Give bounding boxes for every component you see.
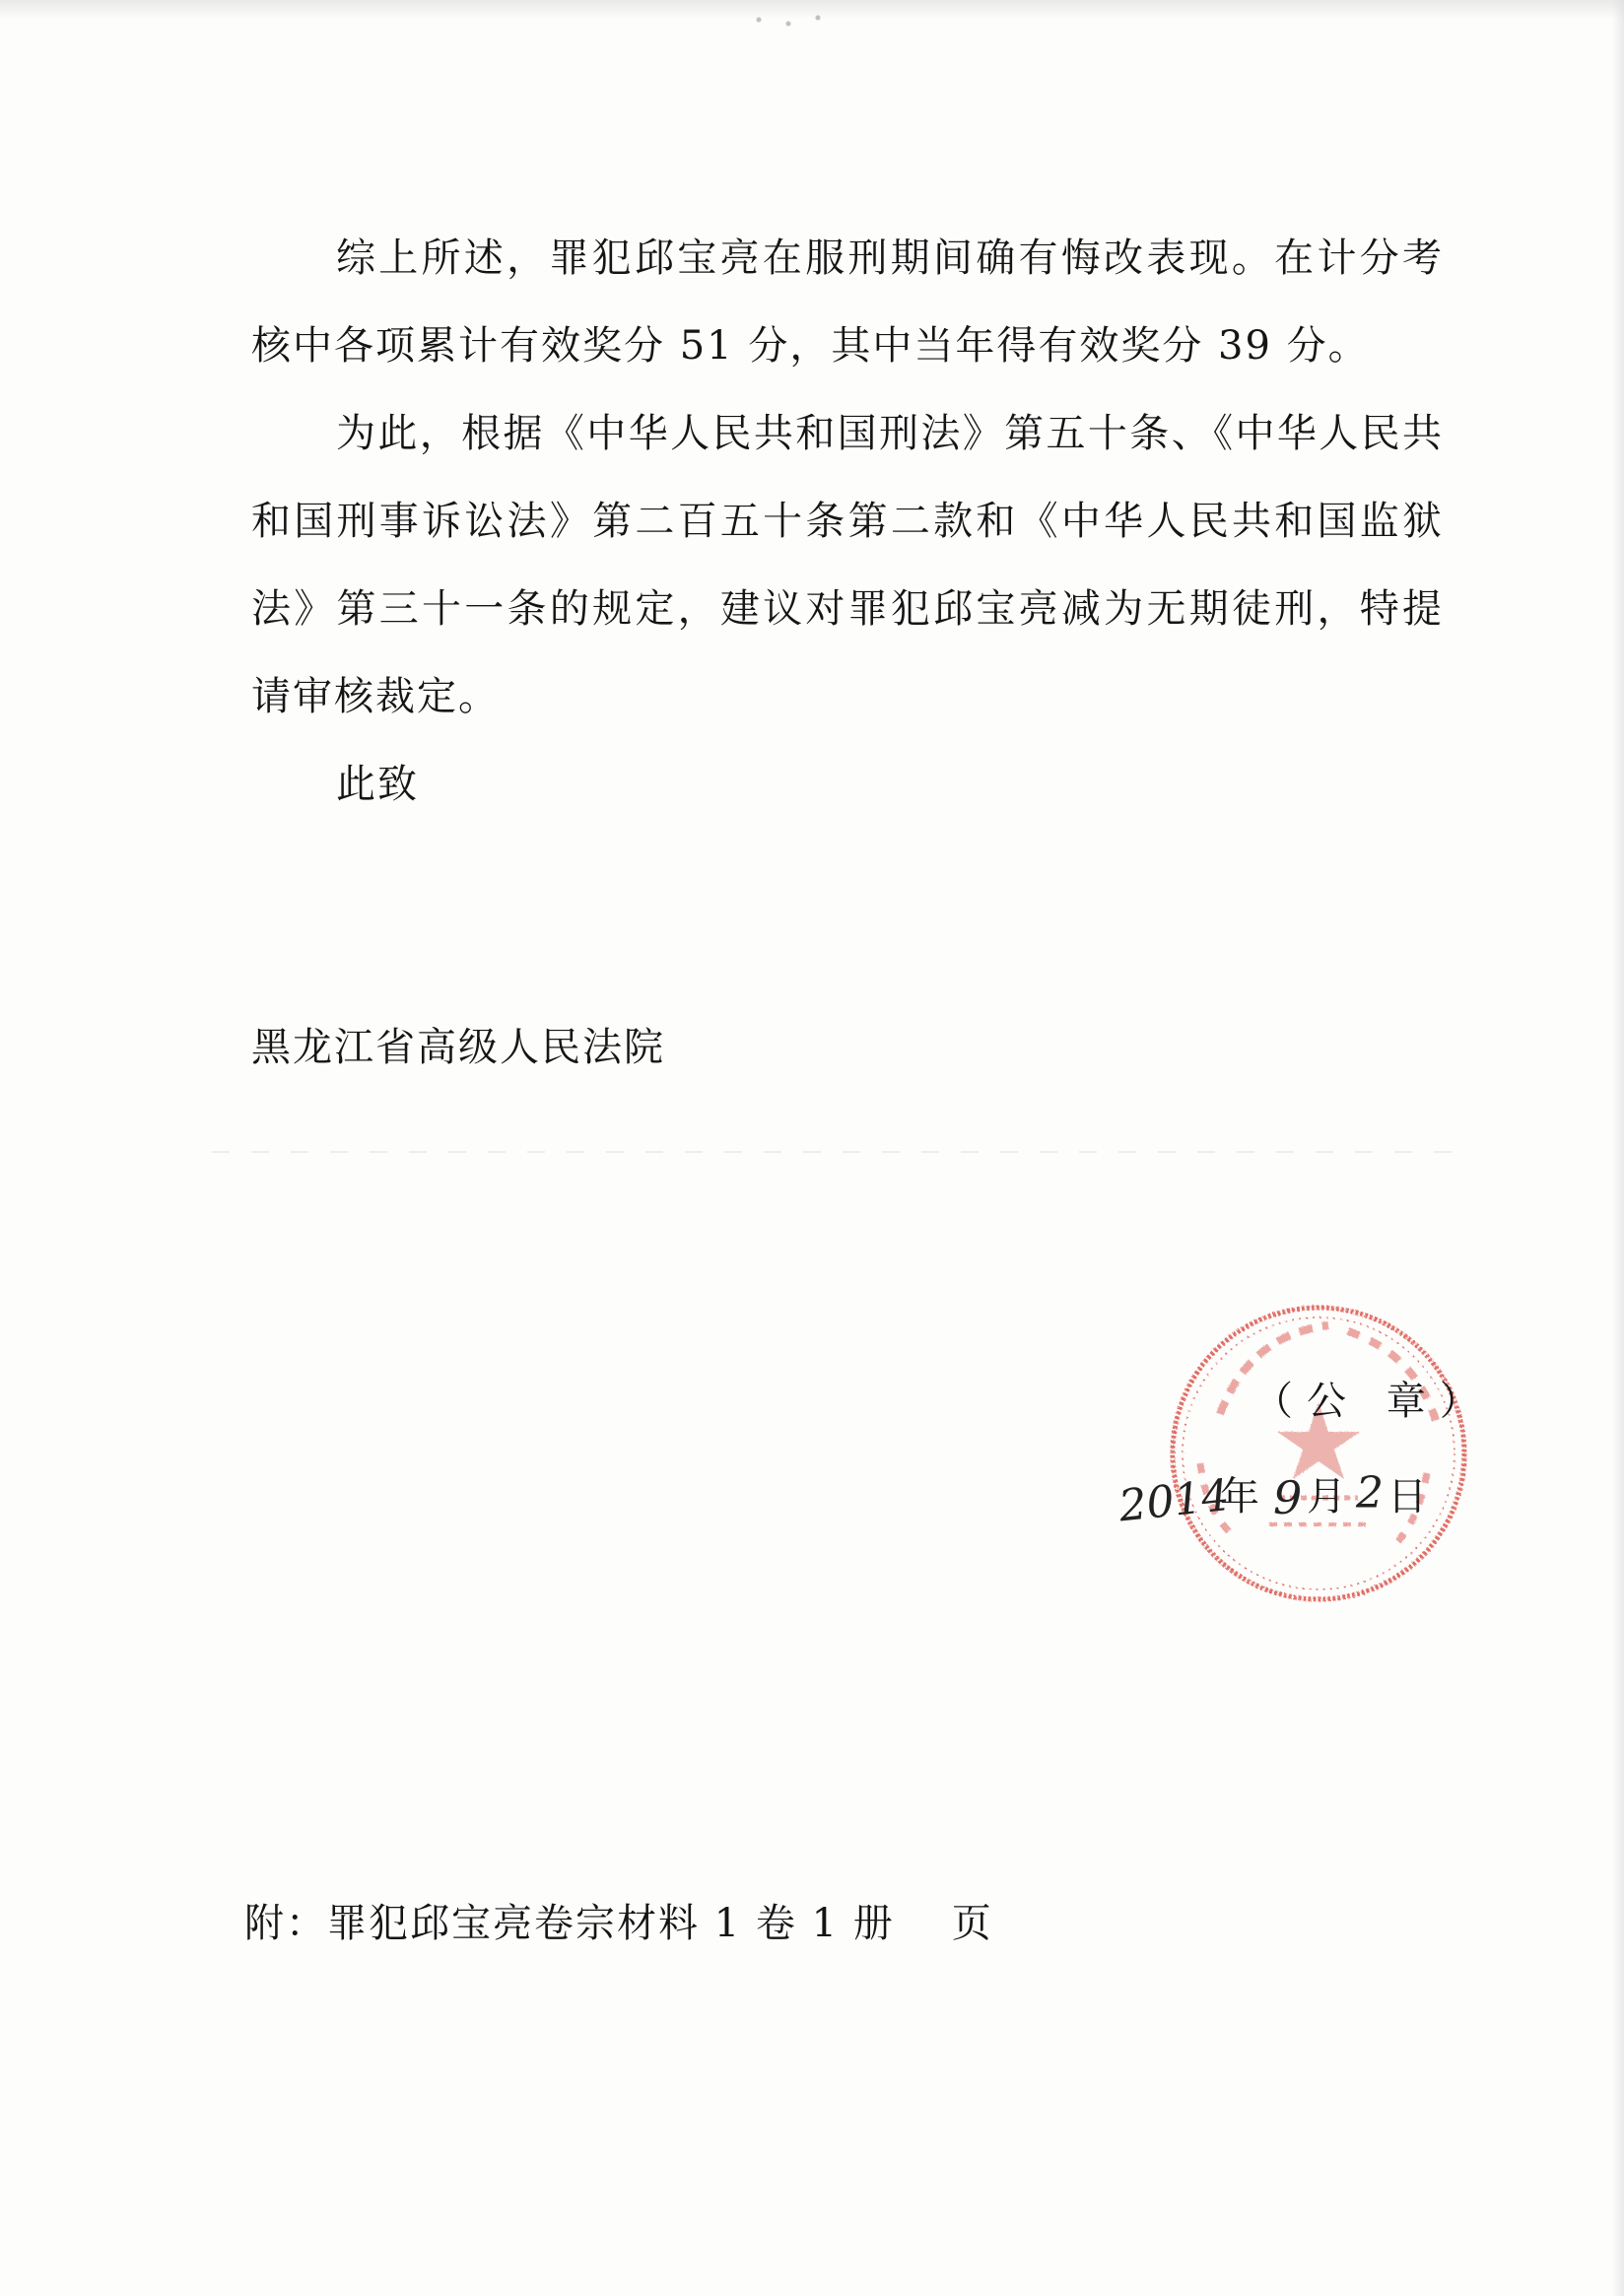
date-month-word: 月 (1307, 1474, 1346, 1519)
attachment-page-word: 页 (951, 1901, 993, 1946)
scan-specks (749, 10, 838, 32)
legal-basis-paragraph: 为此，根据《中华人民共和国刑法》第五十条、《中华人民共和国刑事诉讼法》第二百五十条第二款和《中华人民共和国监狱法》第三十一条的规定，建议对罪犯邱宝亮减为无期徒刑，特提请审核裁定。 (251, 411, 1444, 719)
handwritten-date (1114, 1449, 1449, 1537)
date-day: 2 (1356, 1468, 1384, 1519)
date-day-word: 日 (1387, 1474, 1427, 1519)
date-month: 9 (1273, 1471, 1303, 1524)
date-year: 2014 (1116, 1470, 1232, 1532)
seal-caption: （公 章） (1253, 1379, 1493, 1424)
attachment-line (244, 1880, 993, 1968)
salutation: 此致 (336, 762, 419, 807)
summary-paragraph: 综上所述，罪犯邱宝亮在服刑期间确有悔改表现。在计分考核中各项累计有效奖分 51 分，其中当年得有效奖分 39 分。 (251, 236, 1444, 369)
date-year-word: 年 (1220, 1474, 1259, 1519)
recipient-court: 黑龙江省高级人民法院 (251, 1025, 665, 1070)
scan-fold-line (212, 1151, 1454, 1153)
attachment-text: 附：罪犯邱宝亮卷宗材料 1 卷 1 册 (244, 1901, 895, 1946)
scan-edge-right (1612, 0, 1624, 2296)
